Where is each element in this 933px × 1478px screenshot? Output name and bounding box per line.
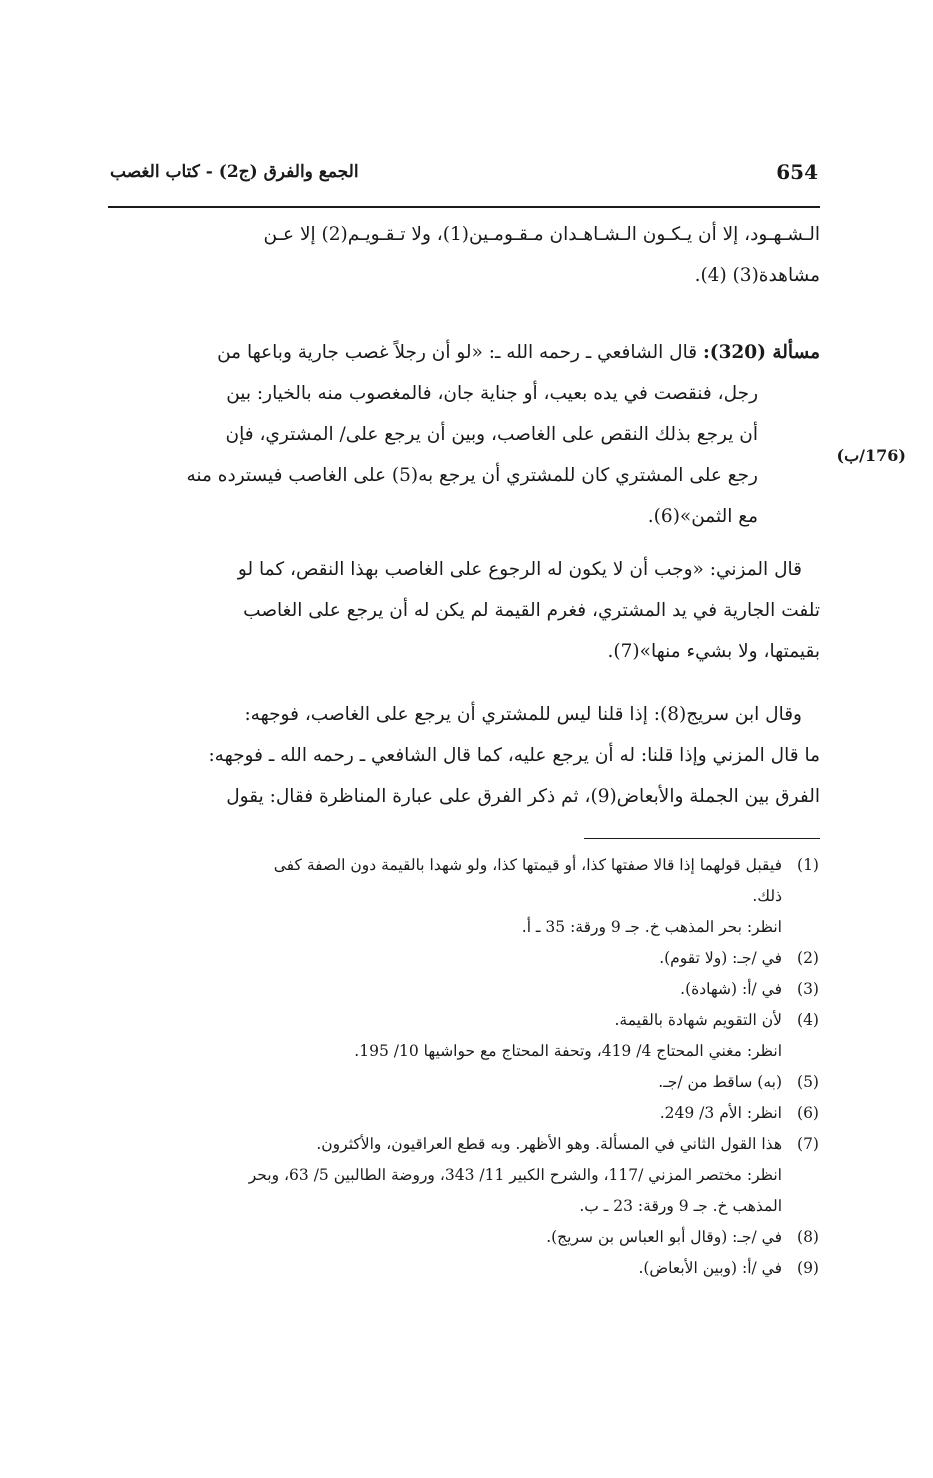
muzani-paragraph bbox=[108, 549, 820, 672]
manuscript-folio-note: (176/ب) bbox=[836, 446, 906, 465]
text-line: رجل، فنقصت في يده بعيب، أو جناية جان، فالمغصوب منه بالخيار: بين bbox=[226, 383, 758, 404]
text-line bbox=[108, 332, 820, 373]
issue-label: مسألة (320): bbox=[702, 342, 820, 363]
text-line: ما قال المزني وإذا قلنا: له أن يرجع عليه، كما قال الشافعي ـ رحمه الله ـ فوجهه: bbox=[208, 745, 820, 766]
page-number: 654 bbox=[776, 160, 818, 184]
text-line: مشاهدة(3) (4). bbox=[694, 265, 820, 286]
ibn-surayj-paragraph bbox=[108, 694, 820, 817]
issue-paragraph bbox=[108, 332, 820, 537]
text-line: رجع على المشتري كان للمشتري أن يرجع به(5) على الغاصب فيسترده منه bbox=[186, 465, 758, 486]
footnote-line: انظر: الأم 3/ 249. bbox=[659, 1104, 782, 1122]
text-line: مع الثمن»(6). bbox=[647, 506, 758, 527]
footnote-number: (3) bbox=[797, 980, 819, 998]
paragraph-continuation bbox=[108, 214, 820, 296]
text-line: بقيمتها، ولا بشيء منها»(7). bbox=[607, 641, 820, 662]
footnote-8 bbox=[108, 1222, 828, 1253]
footnote-line: انظر: بحر المذهب خ. جـ 9 ورقة: 35 ـ أ. bbox=[521, 918, 782, 936]
footnote-number: (4) bbox=[797, 1011, 819, 1029]
footnote-9 bbox=[108, 1253, 828, 1284]
text-line: أن يرجع بذلك النقص على الغاصب، وبين أن يرجع على/ المشتري، فإن bbox=[225, 424, 758, 445]
text-line: الفرق بين الجملة والأبعاض(9)، ثم ذكر الفرق على عبارة المناظرة فقال: يقول bbox=[226, 786, 820, 807]
text-line: الـشـهـود، إلا أن يـكـون الـشـاهـدان مـقـومـين(1)، ولا تـقـويـم(2) إلا عـن bbox=[263, 224, 820, 245]
footnote-number: (1) bbox=[797, 856, 819, 874]
footnotes bbox=[108, 850, 828, 1284]
footnote-5 bbox=[108, 1067, 828, 1098]
footnote-number: (6) bbox=[797, 1104, 819, 1122]
footnote-number: (2) bbox=[797, 949, 819, 967]
footnote-line: في /جـ: (ولا تقوم). bbox=[659, 949, 782, 967]
footnote-3 bbox=[108, 974, 828, 1005]
header-rule bbox=[108, 206, 820, 208]
footnote-line: فيقبل قولهما إذا قالا صفتها كذا، أو قيمتها كذا، ولو شهدا بالقيمة دون الصفة كفى bbox=[273, 856, 782, 874]
footnote-line: في /أ: (شهادة). bbox=[680, 980, 782, 998]
footnote-6 bbox=[108, 1098, 828, 1129]
text-line-content: قال الشافعي ـ رحمه الله ـ: «لو أن رجلاً غصب جارية وباعها من bbox=[217, 342, 698, 363]
footnote-line: في /جـ: (وقال أبو العباس بن سريج). bbox=[546, 1228, 782, 1246]
text-line: قال المزني: «وجب أن لا يكون له الرجوع على الغاصب بهذا النقص، كما لو bbox=[237, 559, 802, 580]
footnote-line: انظر: مغني المحتاج 4/ 419، وتحفة المحتاج مع حواشيها 10/ 195. bbox=[354, 1042, 782, 1060]
footnote-7 bbox=[108, 1129, 828, 1222]
footnote-line: المذهب خ. جـ 9 ورقة: 23 ـ ب. bbox=[579, 1197, 782, 1215]
footnote-separator bbox=[584, 838, 820, 839]
footnote-line: (به) ساقط من /جـ. bbox=[658, 1073, 782, 1091]
text-line: تلفت الجارية في يد المشتري، فغرم القيمة لم يكن له أن يرجع على الغاصب bbox=[243, 600, 820, 621]
footnote-1 bbox=[108, 850, 828, 943]
footnote-2 bbox=[108, 943, 828, 974]
footnote-4 bbox=[108, 1005, 828, 1067]
running-title: الجمع والفرق (ج2) - كتاب الغصب bbox=[110, 162, 359, 182]
footnote-number: (9) bbox=[797, 1259, 819, 1277]
text-line: وقال ابن سريج(8): إذا قلنا ليس للمشتري أن يرجع على الغاصب، فوجهه: bbox=[244, 704, 802, 725]
footnote-line: لأن التقويم شهادة بالقيمة. bbox=[614, 1011, 782, 1029]
footnote-number: (5) bbox=[797, 1073, 819, 1091]
footnote-number: (8) bbox=[797, 1228, 819, 1246]
page-header bbox=[108, 160, 820, 204]
footnote-number: (7) bbox=[797, 1135, 819, 1153]
footnote-line: ذلك. bbox=[752, 887, 782, 905]
footnote-line: انظر: مختصر المزني /117، والشرح الكبير 11/ 343، وروضة الطالبين 5/ 63، وبحر bbox=[248, 1166, 782, 1184]
footnote-line: في /أ: (وبين الأبعاض). bbox=[638, 1259, 782, 1277]
footnote-line: هذا القول الثاني في المسألة. وهو الأظهر. وبه قطع العراقيون، والأكثرون. bbox=[316, 1135, 782, 1153]
